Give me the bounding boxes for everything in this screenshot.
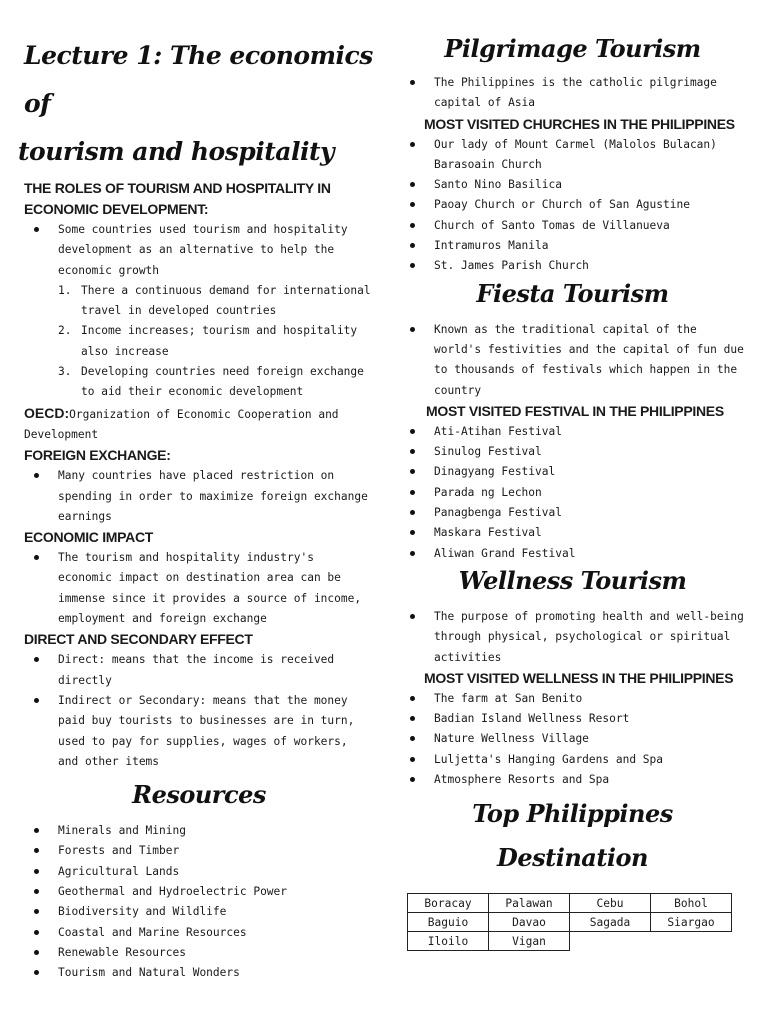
economic-impact-list [24,548,374,629]
wellness-heading: MOST VISITED WELLNESS IN THE PHILIPPINES [424,669,734,686]
wellness-title: Wellness Tourism [458,565,687,595]
table-row [408,913,732,932]
direct-secondary-list [24,650,374,772]
destinations-title-line-1: Top Philippines [472,799,673,829]
resources-list [24,821,374,983]
roles-numbered-list [24,281,374,403]
destinations-table [407,893,732,951]
table-cell: Boracay [408,894,489,913]
table-cell: Cebu [570,894,651,913]
destinations-title [400,792,745,880]
item-number: 1. [58,283,72,297]
fiesta-title: Fiesta Tourism [476,278,669,308]
list-item: Badian Island Wellness Resort [400,709,745,729]
list-item: Tourism and Natural Wonders [24,963,374,983]
list-item: Nature Wellness Village [400,729,745,749]
roles-heading-line-1: THE ROLES OF TOURISM AND HOSPITALITY IN [24,180,331,196]
item-number: 3. [58,365,72,379]
list-item: St. James Parish Church [400,256,745,276]
roles-heading [24,178,374,220]
roles-numbered-item [24,281,374,322]
list-item: Maskara Festival [400,523,745,543]
table-cell: Siargao [651,913,732,932]
pilgrimage-intro: The Philippines is the catholic pilgrimage capital of Asia [400,73,745,114]
oecd-text-continued: Development [24,427,99,441]
churches-heading: MOST VISITED CHURCHES IN THE PHILIPPINES [424,115,735,132]
item-text: Income increases; tourism and hospitality also increase [81,324,358,358]
list-item: Parada ng Lechon [400,483,745,503]
table-cell-empty [570,932,651,951]
list-item: Paoay Church or Church of San Agustine [400,195,745,215]
festivals-list [400,422,745,564]
list-item: Geothermal and Hydroelectric Power [24,882,374,902]
list-item: Forests and Timber [24,841,374,861]
list-item: Atmosphere Resorts and Spa [400,770,745,790]
roles-bullet: Some countries used tourism and hospitality development as an alternative to help the economic growth [24,220,374,281]
fiesta-intro-list [400,320,745,401]
item-text: There a continuous demand for international travel in developed countries [81,283,371,318]
pilgrimage-title: Pilgrimage Tourism [444,34,701,63]
list-item: Agricultural Lands [24,862,374,882]
wellness-intro: The purpose of promoting health and well-being through physical, psychological or spiritual activities [400,607,745,668]
table-cell: Davao [489,913,570,932]
list-item: Minerals and Mining [24,821,374,841]
list-item: Coastal and Marine Resources [24,923,374,943]
list-item: Direct: means that the income is received directly [24,650,374,691]
table-cell: Bohol [651,894,732,913]
list-item: The farm at San Benito [400,689,745,709]
list-item: Intramuros Manila [400,236,745,256]
resources-title: Resources [132,780,266,810]
left-column [18,0,374,984]
table-row [408,894,732,913]
economic-impact-heading: ECONOMIC IMPACT [24,529,154,546]
list-item: Church of Santo Tomas de Villanueva [400,216,745,236]
foreign-exchange-heading: FOREIGN EXCHANGE: [24,447,171,464]
lecture-title-line-2: tourism and hospitality [18,137,335,166]
oecd-text: Organization of Economic Cooperation and [69,407,339,421]
wellness-intro-list [400,607,745,668]
pilgrimage-intro-list [400,73,745,114]
list-item: Sinulog Festival [400,442,745,462]
foreign-exchange-list [24,466,374,527]
list-item: Dinagyang Festival [400,462,745,482]
list-item: Aliwan Grand Festival [400,544,745,564]
list-item: Our lady of Mount Carmel (Malolos Bulacan) Barasoain Church [400,135,745,176]
roles-numbered-item [24,362,374,403]
churches-list [400,135,745,277]
list-item: Biodiversity and Wildlife [24,902,374,922]
destinations-title-line-2: Destination [497,843,648,873]
table-cell: Vigan [489,932,570,951]
festivals-heading: MOST VISITED FESTIVAL IN THE PHILIPPINES [426,402,724,419]
table-row [408,932,732,951]
roles-list [24,220,374,281]
fiesta-intro: Known as the traditional capital of the world's festivities and the capital of fun due to thousands of festivals which happen in the country [400,320,745,401]
oecd-label: OECD: [24,404,70,421]
list-item: Renewable Resources [24,943,374,963]
list-item: Luljetta's Hanging Gardens and Spa [400,750,745,770]
lecture-title-line-1: Lecture 1: The economics of [24,41,373,118]
item-text: Developing countries need foreign exchange to aid their economic development [81,365,364,399]
item-number: 2. [58,324,72,338]
table-cell-empty [651,932,732,951]
table-cell: Iloilo [408,932,489,951]
right-column [400,0,745,880]
oecd-definition [24,403,374,446]
table-cell: Baguio [408,913,489,932]
table-cell: Palawan [489,894,570,913]
list-item: Ati-Atihan Festival [400,422,745,442]
economic-impact-bullet: The tourism and hospitality industry's economic impact on destination area can be immense since it provides a source of income, employment and foreign exchange [24,548,374,629]
list-item: Panagbenga Festival [400,503,745,523]
direct-secondary-heading: DIRECT AND SECONDARY EFFECT [24,631,253,648]
lecture-title [18,32,374,176]
roles-numbered-item [24,321,374,362]
roles-heading-line-2: ECONOMIC DEVELOPMENT: [24,201,209,217]
foreign-exchange-bullet: Many countries have placed restriction on spending in order to maximize foreign exchange earnings [24,466,374,527]
wellness-list [400,689,745,790]
list-item: Santo Nino Basilica [400,175,745,195]
table-cell: Sagada [570,913,651,932]
list-item: Indirect or Secondary: means that the money paid buy tourists to businesses are in turn, used to pay for supplies, wages of workers, and other items [24,691,374,772]
